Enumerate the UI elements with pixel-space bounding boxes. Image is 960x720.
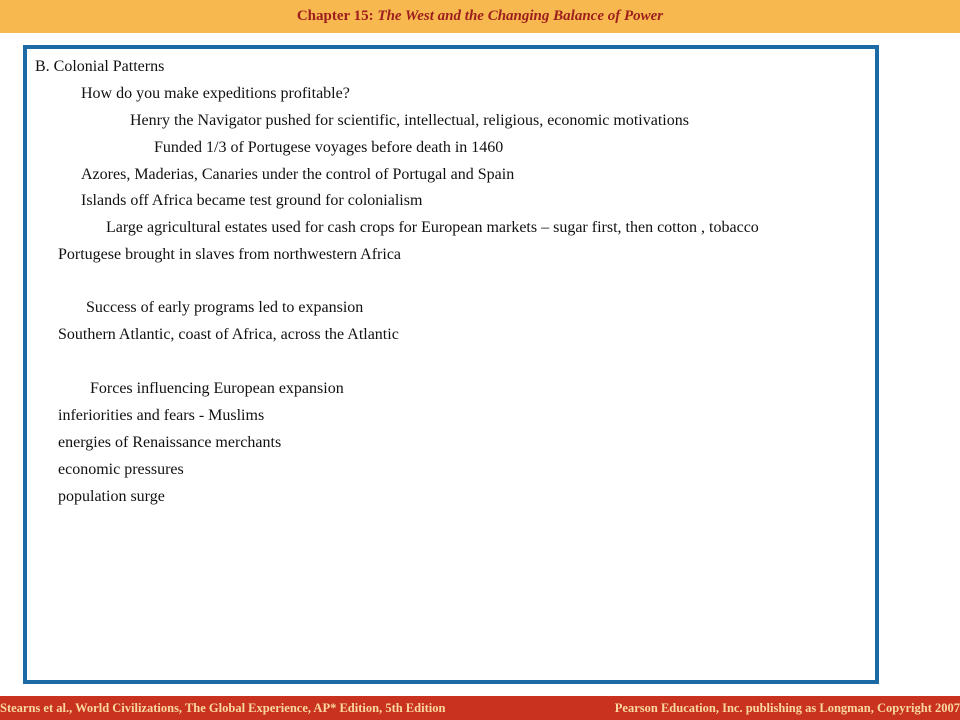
outline-line: economic pressures	[58, 461, 184, 478]
outline-line: Azores, Maderias, Canaries under the control of Portugal and Spain	[81, 166, 515, 183]
chapter-label: Chapter 15:	[296, 8, 374, 24]
outline-line: Funded 1/3 of Portugese voyages before death in 1460	[154, 139, 504, 156]
outline-line: inferiorities and fears - Muslims	[58, 407, 265, 424]
section-heading: B. Colonial Patterns	[35, 58, 165, 75]
slide-content-frame	[23, 45, 879, 684]
outline-line: Success of early programs led to expansion	[86, 299, 364, 316]
outline-line: Henry the Navigator pushed for scientific, intellectual, religious, economic motivations	[130, 112, 689, 129]
outline-line: population surge	[58, 488, 165, 505]
chapter-title: The West and the Changing Balance of Power	[377, 8, 664, 24]
slide-footer	[0, 696, 960, 720]
outline-line: How do you make expeditions profitable?	[81, 85, 350, 102]
outline-line: Large agricultural estates used for cash crops for European markets – sugar first, then cotton , tobacco	[106, 219, 759, 236]
footer-citation: Stearns et al., World Civilizations, The Global Experience, AP* Edition, 5th Edition	[0, 700, 446, 715]
outline-line: Portugese brought in slaves from northwestern Africa	[58, 246, 402, 263]
outline-line: Islands off Africa became test ground for colonialism	[81, 192, 423, 209]
outline-line: Southern Atlantic, coast of Africa, across the Atlantic	[58, 326, 399, 343]
slide-header	[0, 0, 960, 33]
footer-copyright: Pearson Education, Inc. publishing as Longman, Copyright 2007	[614, 700, 960, 715]
outline-line: Forces influencing European expansion	[90, 380, 344, 397]
outline-line: energies of Renaissance merchants	[58, 434, 282, 451]
